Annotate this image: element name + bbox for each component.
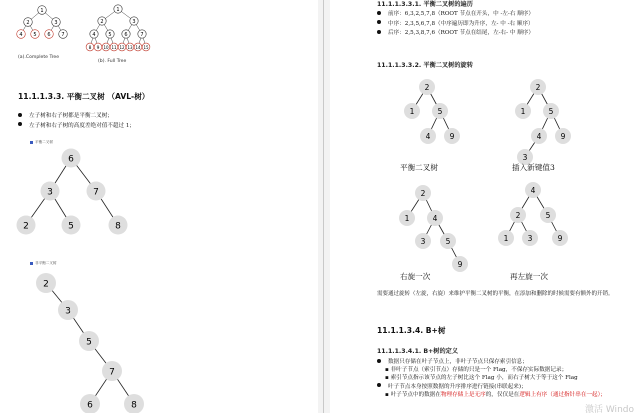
tree-node — [118, 43, 126, 51]
tree-node — [530, 79, 546, 95]
list-item: 左子树和右子树都是平衡二叉树； — [18, 112, 135, 122]
svg-text:8: 8 — [88, 46, 92, 51]
tree-node — [420, 128, 436, 144]
tree-node — [515, 103, 531, 119]
svg-text:4: 4 — [432, 214, 438, 223]
tree-a-label: 平衡二叉树 — [400, 163, 438, 172]
rotation-paragraph: 需要通过旋转（左旋，右旋）来维护平衡二叉树的平衡，在添加和删除的时候需要有额外的开销。 — [377, 291, 614, 297]
svg-text:4: 4 — [425, 132, 431, 141]
svg-text:2: 2 — [424, 83, 430, 92]
tree-node — [522, 230, 538, 246]
svg-text:3: 3 — [132, 19, 136, 25]
balanced-figure-title: 平衡二叉树 — [30, 140, 53, 145]
tree-node — [94, 43, 102, 51]
tree-node — [102, 361, 122, 381]
complete-tree-diagram — [12, 2, 72, 54]
tree-node — [419, 79, 435, 95]
svg-text:1: 1 — [503, 234, 509, 243]
svg-text:1: 1 — [116, 7, 120, 13]
tree-node — [415, 185, 431, 201]
rotation-tree-c — [395, 182, 485, 272]
right-page — [330, 0, 640, 413]
figure-marker-icon — [30, 141, 33, 144]
tree-b-label: 插入新键值3 — [512, 163, 555, 172]
tree-node — [124, 394, 144, 413]
balanced-tree-figure — [12, 146, 142, 238]
list-item: 左子树和右子树的高度差绝对值不超过 1； — [18, 122, 135, 132]
avl-section-heading: 11.1.1.3.3. 平衡二叉树 （AVL-树） — [18, 92, 150, 101]
tree-node — [444, 128, 460, 144]
svg-text:2: 2 — [100, 19, 104, 25]
tree-node — [452, 256, 468, 272]
list-item: 数据只存储在叶子节点上，非叶子节点只保存索引信息； — [377, 358, 639, 366]
rotation-tree-a — [400, 74, 470, 146]
svg-text:15: 15 — [143, 45, 149, 50]
bullet-icon — [377, 11, 381, 15]
gutter-divider — [323, 0, 324, 413]
tree-node — [555, 128, 571, 144]
tree-node — [114, 5, 122, 13]
bplus-bullet-list — [377, 358, 639, 399]
svg-text:7: 7 — [109, 367, 115, 378]
tree-node — [52, 18, 61, 27]
svg-text:8: 8 — [115, 221, 121, 232]
svg-text:6: 6 — [47, 32, 51, 38]
tree-node — [87, 182, 106, 201]
tree-node — [498, 230, 514, 246]
svg-text:11: 11 — [111, 45, 117, 50]
tree-node — [38, 6, 47, 15]
list-item: ▪ 索引节点指示该节点的左子树比这个 Flag 小，而右子树大于等于这个 Flag — [385, 375, 578, 382]
rotation-tree-d — [498, 178, 578, 250]
tree-node — [134, 43, 142, 51]
tree-node — [440, 233, 456, 249]
tree-node — [399, 210, 415, 226]
tree-node — [86, 43, 94, 51]
svg-text:7: 7 — [140, 32, 144, 38]
svg-text:2: 2 — [43, 279, 49, 290]
tree-node — [80, 394, 100, 413]
tree-node — [540, 207, 556, 223]
tree-node — [90, 30, 98, 38]
traversal-heading: 11.1.1.3.3.1. 平衡二叉树的遍历 — [377, 1, 473, 8]
svg-text:1: 1 — [520, 107, 526, 116]
list-item: 前序：6,3,2,5,7,8（ROOT 节点在开头，中 -左-右 顺序） — [377, 10, 534, 20]
tree-node — [138, 30, 146, 38]
traversal-bullet-list — [377, 10, 534, 39]
tree-node — [45, 30, 54, 39]
tree-node — [130, 17, 138, 25]
svg-text:12: 12 — [119, 45, 125, 50]
svg-text:4: 4 — [536, 132, 542, 141]
tree-node — [404, 103, 420, 119]
tree-node — [510, 207, 526, 223]
tree-node — [543, 103, 559, 119]
bullet-icon — [377, 359, 381, 363]
tree-node — [41, 182, 60, 201]
bplus-heading: 11.1.1.3.4. B+树 — [377, 326, 446, 335]
unbalanced-figure-title: 非平衡二叉树 — [30, 261, 57, 266]
svg-text:3: 3 — [527, 234, 533, 243]
svg-text:5: 5 — [445, 237, 451, 246]
activation-watermark: 激活 Windo — [585, 405, 634, 415]
full-tree-caption: (b). Full Tree — [98, 59, 127, 64]
list-item: 后序：2,5,3,8,7,6（ROOT 节点在结尾，左-右- 中 顺序） — [377, 29, 534, 39]
rotation-tree-b — [510, 74, 585, 166]
svg-text:2: 2 — [26, 20, 30, 26]
svg-text:7: 7 — [61, 32, 65, 38]
svg-text:14: 14 — [135, 45, 141, 50]
left-page — [0, 0, 318, 413]
svg-text:3: 3 — [420, 237, 426, 246]
svg-text:2: 2 — [535, 83, 541, 92]
tree-node — [58, 300, 78, 320]
list-item: 中序：2,3,5,6,7,8（中序遍历即为升序，左- 中 -右 顺序） — [377, 20, 534, 30]
tree-node — [98, 17, 106, 25]
tree-d-label: 再左旋一次 — [510, 272, 548, 281]
svg-text:1: 1 — [409, 107, 415, 116]
tree-node — [531, 128, 547, 144]
tree-node — [109, 216, 128, 235]
svg-text:3: 3 — [65, 306, 71, 317]
bullet-icon — [377, 20, 381, 24]
tree-node — [432, 103, 448, 119]
list-item: ▪ 叶子节点中的数据在物理存储上是无序的，仅仅是在逻辑上有序（通过指针串在一起）； — [385, 391, 607, 398]
svg-text:4: 4 — [530, 186, 536, 195]
svg-text:5: 5 — [545, 211, 551, 220]
rotation-heading: 11.1.1.3.3.2. 平衡二叉树的旋转 — [377, 62, 473, 69]
svg-text:1: 1 — [404, 214, 410, 223]
svg-text:4: 4 — [92, 32, 96, 38]
tree-node — [102, 43, 110, 51]
bullet-icon — [18, 113, 22, 117]
tree-node — [427, 210, 443, 226]
svg-text:5: 5 — [68, 221, 74, 232]
svg-text:6: 6 — [87, 400, 93, 411]
tree-node — [62, 149, 81, 168]
page-gutter — [318, 0, 330, 413]
tree-node — [17, 30, 26, 39]
svg-text:13: 13 — [127, 45, 133, 50]
tree-node — [142, 43, 150, 51]
unbalanced-tree-figure — [20, 266, 160, 413]
bullet-icon — [377, 30, 381, 34]
list-item: ▪ 非叶子节点（索引节点）存储的只是一个 Flag，不保存实际数据记录； — [385, 367, 568, 374]
tree-node — [36, 273, 56, 293]
svg-text:3: 3 — [54, 20, 58, 26]
tree-node — [17, 216, 36, 235]
complete-tree-caption: (a).Complete Tree — [18, 55, 60, 60]
tree-c-label: 右旋一次 — [400, 272, 431, 281]
svg-text:6: 6 — [124, 32, 128, 38]
tree-node — [31, 30, 40, 39]
tree-node — [106, 30, 114, 38]
tree-node — [110, 43, 118, 51]
bullet-icon — [18, 122, 22, 126]
svg-text:1: 1 — [40, 8, 44, 14]
tree-node — [415, 233, 431, 249]
svg-text:5: 5 — [108, 32, 112, 38]
tree-node — [122, 30, 130, 38]
figure-marker-icon — [30, 262, 33, 265]
svg-text:3: 3 — [522, 153, 528, 162]
svg-text:4: 4 — [19, 32, 23, 38]
bullet-icon — [377, 383, 381, 387]
bplus-definition-heading: 11.1.1.3.4.1. B+树的定义 — [377, 348, 459, 355]
svg-text:2: 2 — [23, 221, 29, 232]
svg-text:5: 5 — [437, 107, 443, 116]
tree-node — [525, 182, 541, 198]
avl-bullet-list — [18, 112, 135, 131]
svg-text:5: 5 — [86, 337, 92, 348]
svg-text:2: 2 — [515, 211, 521, 220]
svg-text:5: 5 — [548, 107, 554, 116]
svg-text:2: 2 — [420, 189, 426, 198]
svg-text:3: 3 — [47, 187, 53, 198]
svg-text:8: 8 — [131, 400, 137, 411]
list-item: 叶子节点本身按照数据的升序排序进行链接(串联起来)； — [377, 383, 639, 391]
tree-node — [59, 30, 68, 39]
svg-text:9: 9 — [96, 46, 100, 51]
tree-node — [126, 43, 134, 51]
svg-text:9: 9 — [449, 132, 455, 141]
svg-text:6: 6 — [68, 154, 74, 165]
svg-text:10: 10 — [103, 45, 109, 50]
svg-text:9: 9 — [457, 260, 463, 269]
svg-text:5: 5 — [33, 32, 37, 38]
full-tree-diagram — [82, 2, 154, 62]
tree-node — [24, 18, 33, 27]
svg-text:7: 7 — [93, 187, 99, 198]
svg-text:9: 9 — [560, 132, 566, 141]
svg-text:9: 9 — [557, 234, 563, 243]
tree-node — [79, 331, 99, 351]
tree-node — [552, 230, 568, 246]
tree-node — [62, 216, 81, 235]
